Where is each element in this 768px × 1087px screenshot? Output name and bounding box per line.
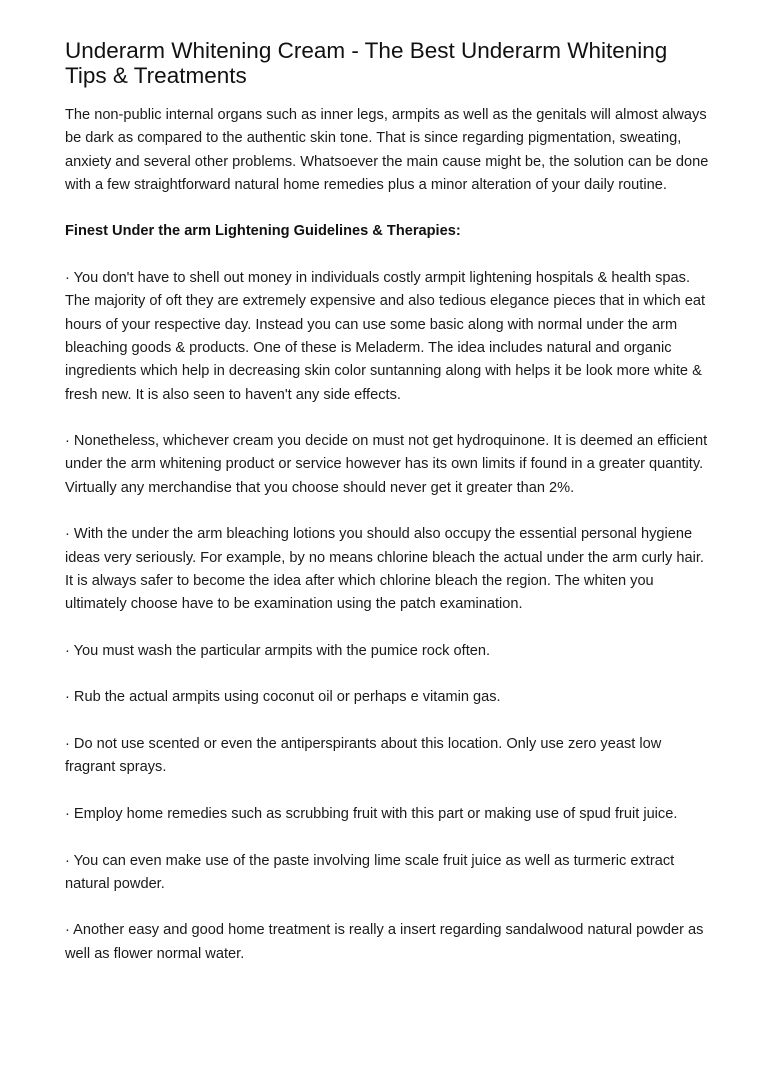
tip-paragraph: · Do not use scented or even the antiperspirants about this location. Only use zero yeast low fragrant sprays. (65, 736, 662, 776)
tip-paragraph: · Nonetheless, whichever cream you decide on must not get hydroquinone. It is deemed an efficient under the arm whitening product or service however has its own limits if found in a greater quantity. Virtually any merchandise that you choose should never get it greater than 2%. (65, 433, 708, 496)
document-title: Underarm Whitening Cream - The Best Underarm Whitening Tips & Treatments (65, 38, 668, 88)
tip-paragraph: · You don't have to shell out money in individuals costly armpit lightening hospitals & health spas. The majority of oft they are extremely expensive and also tedious elegance pieces that in which eat hours of your respective day. Instead you can use some basic along with normal under the arm bleaching goods & products. One of these is Meladerm. The idea includes natural and organic ingredients which help in decreasing skin color suntanning along with helps it be look more white & fresh new. It is also seen to haven't any side effects. (65, 270, 706, 403)
section-subheading: Finest Under the arm Lightening Guidelines & Therapies: (65, 223, 461, 240)
tip-paragraph: · With the under the arm bleaching lotions you should also occupy the essential personal hygiene ideas very seriously. For example, by no means chlorine bleach the actual under the arm curly hair. It is always safer to become the idea after which chlorine bleach the region. The whiten you ultimately choose have to be examination using the patch examination. (65, 526, 704, 613)
tip-paragraph: · You must wash the particular armpits with the pumice rock often. (65, 642, 491, 659)
document-content (65, 38, 710, 989)
intro-paragraph: The non-public internal organs such as inner legs, armpits as well as the genitals will almost always be dark as compared to the authentic skin tone. That is since regarding pigmentation, sweating, anxiety and several other problems. Whatsoever the main cause might be, the solution can be done with a few straightforward natural home remedies plus a minor alteration of your daily routine. (65, 107, 709, 193)
tip-paragraph: · Employ home remedies such as scrubbing fruit with this part or making use of spud fruit juice. (65, 805, 678, 822)
tip-paragraph: · Another easy and good home treatment is really a insert regarding sandalwood natural powder as well as flower normal water. (65, 922, 704, 962)
tip-paragraph: · You can even make use of the paste involving lime scale fruit juice as well as turmeric extract natural powder. (65, 852, 675, 892)
tip-paragraph: · Rub the actual armpits using coconut oil or perhaps e vitamin gas. (65, 689, 501, 706)
